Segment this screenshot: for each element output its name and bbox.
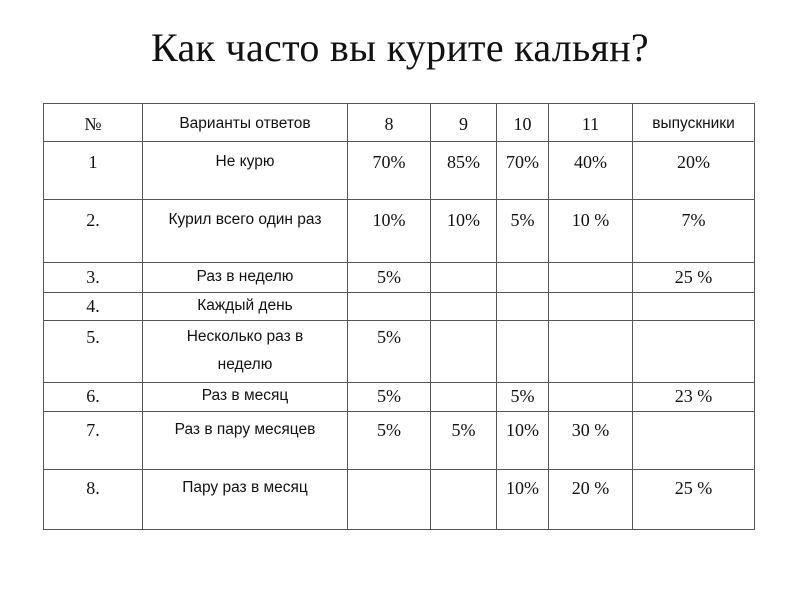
- cell-grade-8: 5%: [348, 412, 431, 470]
- cell-grade-9: 85%: [431, 142, 497, 200]
- cell-grade-11: [549, 293, 633, 321]
- row-option: Каждый день: [143, 293, 348, 321]
- cell-grade-8: 5%: [348, 383, 431, 412]
- row-option: Раз в неделю: [143, 263, 348, 293]
- cell-grade-11: [549, 263, 633, 293]
- table-row: [44, 200, 755, 263]
- cell-grade-11: 40%: [549, 142, 633, 200]
- row-option: Не курю: [143, 142, 348, 200]
- table-row: [44, 321, 755, 383]
- cell-grade-11: 10 %: [549, 200, 633, 263]
- cell-graduates: 25 %: [633, 470, 755, 530]
- cell-graduates: [633, 293, 755, 321]
- row-number: 3.: [44, 263, 143, 293]
- row-number: 8.: [44, 470, 143, 530]
- cell-grade-9: [431, 470, 497, 530]
- cell-graduates: 23 %: [633, 383, 755, 412]
- header-cell-options: Варианты ответов: [143, 104, 348, 142]
- header-cell-grade-10: 10: [497, 104, 549, 142]
- cell-grade-10: [497, 263, 549, 293]
- cell-graduates: 7%: [633, 200, 755, 263]
- row-number: 5.: [44, 321, 143, 383]
- cell-grade-9: [431, 293, 497, 321]
- table-row: [44, 142, 755, 200]
- table-row: [44, 383, 755, 412]
- table-row: [44, 293, 755, 321]
- survey-table: [43, 103, 755, 530]
- cell-graduates: 20%: [633, 142, 755, 200]
- cell-grade-9: 5%: [431, 412, 497, 470]
- cell-grade-11: [549, 383, 633, 412]
- cell-grade-9: [431, 321, 497, 383]
- header-cell-grade-8: 8: [348, 104, 431, 142]
- cell-grade-10: 10%: [497, 470, 549, 530]
- row-number: 1: [44, 142, 143, 200]
- table-row: [44, 470, 755, 530]
- row-number: 4.: [44, 293, 143, 321]
- row-number: 6.: [44, 383, 143, 412]
- cell-grade-10: [497, 293, 549, 321]
- cell-grade-10: [497, 321, 549, 383]
- table-row: [44, 263, 755, 293]
- cell-grade-9: [431, 383, 497, 412]
- slide-title: Как часто вы курите кальян?: [151, 25, 649, 70]
- row-option: Несколько раз в неделю: [143, 321, 348, 383]
- cell-grade-8: 10%: [348, 200, 431, 263]
- row-number: 2.: [44, 200, 143, 263]
- row-option: Раз в месяц: [143, 383, 348, 412]
- cell-grade-11: [549, 321, 633, 383]
- table-header-row: [44, 104, 755, 142]
- cell-grade-11: 20 %: [549, 470, 633, 530]
- cell-grade-10: 5%: [497, 383, 549, 412]
- cell-grade-9: 10%: [431, 200, 497, 263]
- cell-grade-10: 5%: [497, 200, 549, 263]
- cell-grade-10: 10%: [497, 412, 549, 470]
- cell-graduates: 25 %: [633, 263, 755, 293]
- row-number: 7.: [44, 412, 143, 470]
- row-option: Пару раз в месяц: [143, 470, 348, 530]
- header-cell-grade-11: 11: [549, 104, 633, 142]
- cell-grade-8: 70%: [348, 142, 431, 200]
- row-option: Курил всего один раз: [143, 200, 348, 263]
- cell-graduates: [633, 321, 755, 383]
- cell-grade-8: [348, 470, 431, 530]
- cell-graduates: [633, 412, 755, 470]
- row-option: Раз в пару месяцев: [143, 412, 348, 470]
- cell-grade-8: 5%: [348, 263, 431, 293]
- cell-grade-9: [431, 263, 497, 293]
- cell-grade-8: 5%: [348, 321, 431, 383]
- header-cell-graduates: выпускники: [633, 104, 755, 142]
- cell-grade-11: 30 %: [549, 412, 633, 470]
- header-cell-number: №: [44, 104, 143, 142]
- table-row: [44, 412, 755, 470]
- cell-grade-8: [348, 293, 431, 321]
- cell-grade-10: 70%: [497, 142, 549, 200]
- header-cell-grade-9: 9: [431, 104, 497, 142]
